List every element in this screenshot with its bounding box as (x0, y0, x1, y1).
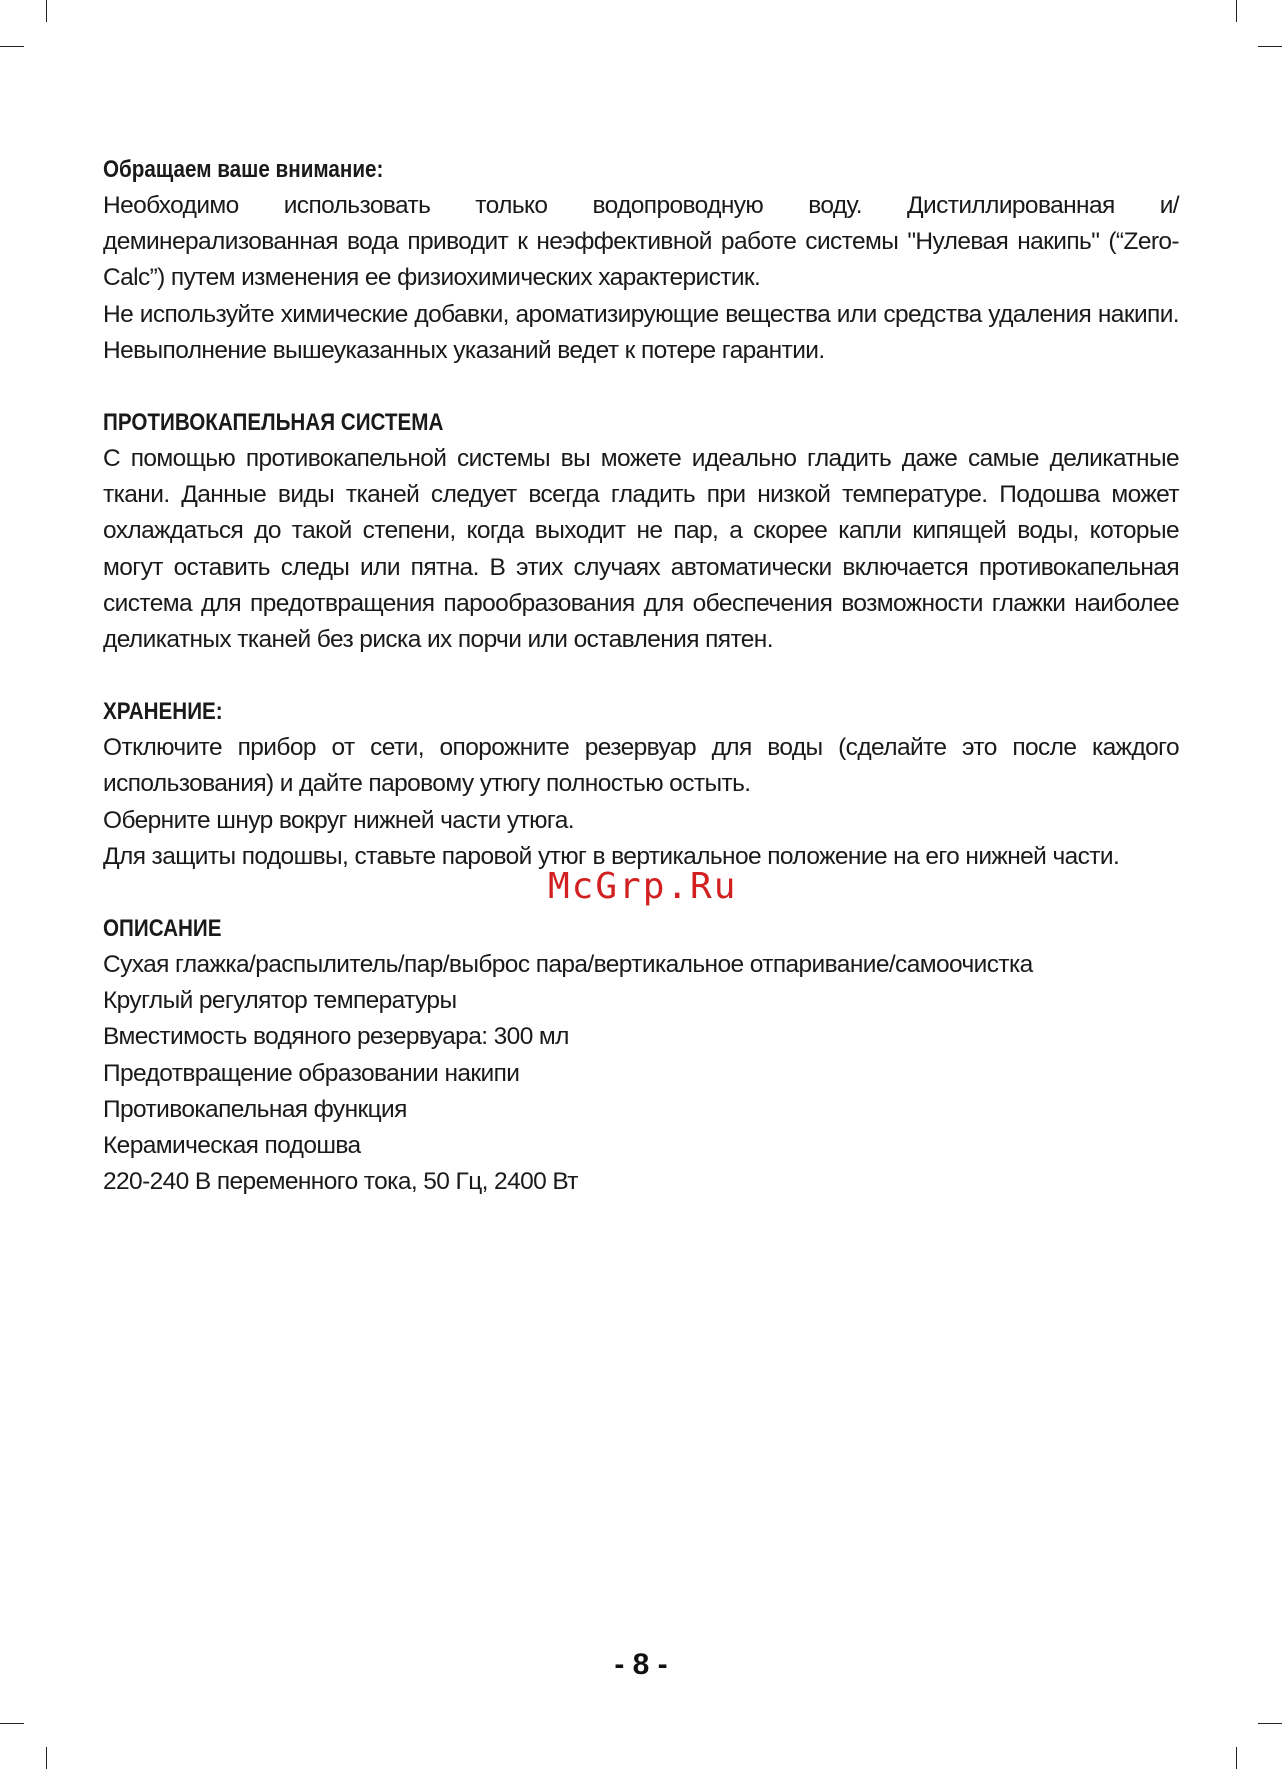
watermark: McGrp.Ru (548, 866, 738, 907)
notice-paragraph: Не используйте химические добавки, ароматизирующие вещества или средства удаления накипи. Невыполнение вышеуказанных указаний ведет к потере гарантии. (103, 300, 1179, 364)
crop-mark (1236, 1747, 1237, 1769)
description-item: Предотвращение образовании накипи (103, 1059, 520, 1087)
description-item: Противокапельная функция (103, 1095, 407, 1123)
storage-paragraph: Оберните шнур вокруг нижней части утюга. (103, 806, 574, 834)
document-body (103, 152, 1179, 1200)
description-item: 220-240 В переменного тока, 50 Гц, 2400 Вт (103, 1168, 578, 1196)
storage-paragraph: Для защиты подошвы, ставьте паровой утюг в вертикальное положение на его нижней части. (103, 842, 1120, 870)
page-number: - 8 - (614, 1648, 668, 1681)
storage-section (103, 694, 1179, 875)
description-heading: ОПИСАНИЕ (103, 915, 222, 943)
description-item: Сухая глажка/распылитель/пар/выброс пара/вертикальное отпаривание/самоочистка (103, 951, 1033, 979)
description-section (103, 911, 1179, 1200)
description-item: Керамическая подошва (103, 1132, 361, 1160)
antidrip-paragraph: С помощью противокапельной системы вы можете идеально гладить даже самые деликатные ткани. Данные виды тканей следует всегда гладить при низкой температуре. Подошва может охлаждаться до такой степени, когда выходит не пар, а скорее капли кипящей воды, которые могут оставить следы или пятна. В этих случаях автоматически включается противокапельная система для предотвращения парообразования для обеспечения возможности глажки наиболее деликатных тканей без риска их порчи или оставления пятен. (103, 445, 1179, 654)
crop-mark (0, 46, 24, 47)
crop-mark (1236, 0, 1237, 22)
crop-mark (1258, 46, 1282, 47)
crop-mark (46, 0, 47, 22)
notice-heading: Обращаем ваше внимание: (103, 156, 384, 183)
notice-paragraph: Необходимо использовать только водопроводную воду. Дистиллированная и/деминерализованная вода приводит к неэффективной работе системы "Нулевая накипь" (“Zero-Calc”) путем изменения ее физиохимических характеристик. (103, 192, 1179, 292)
crop-mark (46, 1747, 47, 1769)
crop-mark (0, 1723, 24, 1724)
antidrip-heading: ПРОТИВОКАПЕЛЬНАЯ СИСТЕМА (103, 409, 444, 437)
storage-paragraph: Отключите прибор от сети, опорожните резервуар для воды (сделайте это после каждого использования) и дайте паровому утюгу полностью остыть. (103, 734, 1179, 798)
description-item: Вместимость водяного резервуара: 300 мл (103, 1023, 569, 1051)
crop-mark (1258, 1723, 1282, 1724)
notice-section (103, 152, 1179, 369)
storage-heading: ХРАНЕНИЕ: (103, 698, 223, 726)
description-item: Круглый регулятор температуры (103, 987, 457, 1015)
antidrip-section (103, 405, 1179, 658)
